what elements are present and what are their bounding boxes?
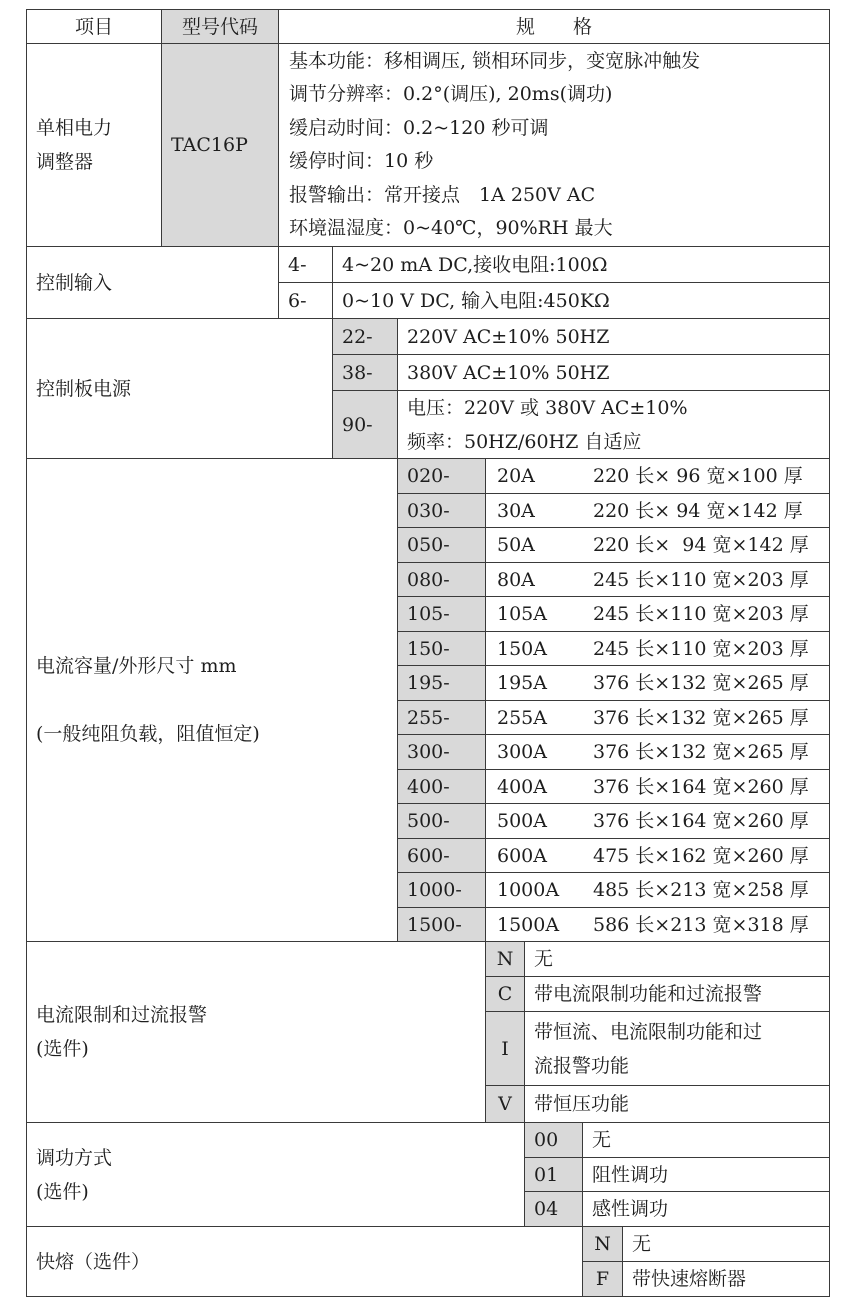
current-limit-label-line-1: 电流限制和过流报警 xyxy=(36,1004,208,1026)
power-mode-label xyxy=(26,1122,525,1227)
board-power-label: 控制板电源 xyxy=(26,318,333,459)
current-code: 1500- xyxy=(397,907,486,942)
power-mode-code: 01 xyxy=(524,1157,583,1192)
board-power-code: 90- xyxy=(332,390,398,459)
current-amps: 1500A xyxy=(497,913,560,936)
header-spec: 规 格 xyxy=(278,9,830,44)
control-input-desc: 0~10 V DC, 输入电阻:450KΩ xyxy=(332,282,830,319)
spec-line-2: 调节分辨率：0.2°(调压), 20ms(调功) xyxy=(289,83,613,105)
spec-line-6: 环境温湿度：0~40℃，90%RH 最大 xyxy=(289,217,613,239)
power-mode-desc: 感性调功 xyxy=(582,1191,830,1227)
control-input-code: 6- xyxy=(278,282,333,319)
current-size: 220 长× 94 宽×142 厚 xyxy=(593,499,803,522)
product-name xyxy=(26,43,162,247)
current-value xyxy=(485,872,830,908)
fuse-desc: 无 xyxy=(622,1226,830,1262)
text-line: 电压：220V 或 380V AC±10% xyxy=(407,396,688,419)
current-code: 195- xyxy=(397,665,486,701)
current-code: 500- xyxy=(397,803,486,839)
header-code: 型号代码 xyxy=(161,9,279,44)
current-size: 586 长×213 宽×318 厚 xyxy=(593,913,809,936)
product-specs xyxy=(278,43,830,247)
current-limit-desc xyxy=(524,976,830,1012)
current-amps: 105A xyxy=(497,603,547,625)
current-limit-desc xyxy=(524,1011,830,1086)
current-code: 1000- xyxy=(397,872,486,908)
current-amps: 500A xyxy=(497,810,547,832)
power-mode-label-line-1: 调功方式 xyxy=(36,1146,113,1169)
header-item: 项目 xyxy=(26,9,162,44)
current-limit-code: N xyxy=(485,941,525,977)
current-value xyxy=(485,527,830,563)
current-amps: 400A xyxy=(497,775,547,798)
board-power-code: 38- xyxy=(332,354,398,391)
current-amps: 50A xyxy=(497,534,535,556)
current-size: 245 长×110 宽×203 厚 xyxy=(593,637,809,660)
text-line: 380V AC±10% 50HZ xyxy=(407,361,610,384)
text-line: 流报警功能 xyxy=(534,1054,630,1077)
spec-line-3: 缓启动时间：0.2~120 秒可调 xyxy=(289,116,549,139)
current-label-line-2: (一般纯阻负载，阻值恒定) xyxy=(36,723,260,745)
current-value xyxy=(485,596,830,632)
current-value xyxy=(485,769,830,804)
board-power-desc xyxy=(397,354,830,391)
current-size: 485 长×213 宽×258 厚 xyxy=(593,879,809,901)
current-code: 300- xyxy=(397,734,486,770)
control-input-code: 4- xyxy=(278,246,333,283)
current-amps: 300A xyxy=(497,741,547,763)
current-limit-desc xyxy=(524,941,830,977)
text-line: 无 xyxy=(534,948,554,970)
current-code: 150- xyxy=(397,631,486,666)
current-value xyxy=(485,803,830,839)
current-code: 400- xyxy=(397,769,486,804)
board-power-desc xyxy=(397,390,830,459)
current-code: 600- xyxy=(397,838,486,873)
board-power-code: 22- xyxy=(332,318,398,355)
current-limit-code: C xyxy=(485,976,525,1012)
current-value xyxy=(485,838,830,873)
current-label-line-1: 电流容量/外形尺寸 mm xyxy=(36,655,237,677)
current-value xyxy=(485,493,830,528)
current-size: 376 长×164 宽×260 厚 xyxy=(593,775,809,798)
current-value xyxy=(485,700,830,735)
current-limit-desc xyxy=(524,1085,830,1123)
current-size: 376 长×132 宽×265 厚 xyxy=(593,741,809,763)
current-size: 245 长×110 宽×203 厚 xyxy=(593,603,809,625)
current-size: 376 长×132 宽×265 厚 xyxy=(593,706,809,729)
current-limit-code: I xyxy=(485,1011,525,1086)
current-limit-label xyxy=(26,941,486,1123)
current-value xyxy=(485,458,830,494)
current-amps: 600A xyxy=(497,844,547,867)
current-code: 105- xyxy=(397,596,486,632)
fuse-code: F xyxy=(582,1261,623,1297)
current-code: 020- xyxy=(397,458,486,494)
current-code: 030- xyxy=(397,493,486,528)
control-input-label: 控制输入 xyxy=(26,246,279,319)
fuse-code: N xyxy=(582,1226,623,1262)
product-code: TAC16P xyxy=(161,43,279,247)
current-size: 475 长×162 宽×260 厚 xyxy=(593,844,809,867)
current-amps: 30A xyxy=(497,499,535,522)
current-amps: 80A xyxy=(497,568,535,591)
text-line: 带恒压功能 xyxy=(534,1093,630,1115)
text-line: 带电流限制功能和过流报警 xyxy=(534,983,763,1005)
text-line: 频率：50HZ/60HZ 自适应 xyxy=(407,430,642,453)
text-line: 调整器 xyxy=(36,151,94,173)
fuse-desc: 带快速熔断器 xyxy=(622,1261,830,1297)
current-code: 255- xyxy=(397,700,486,735)
current-amps: 195A xyxy=(497,672,547,694)
current-size: 376 长×164 宽×260 厚 xyxy=(593,810,809,832)
current-amps: 150A xyxy=(497,637,547,660)
spec-line-1: 基本功能：移相调压, 锁相环同步，变宽脉冲触发 xyxy=(289,49,701,72)
text-line: 单相电力 xyxy=(36,117,113,139)
power-mode-desc: 无 xyxy=(582,1122,830,1158)
current-size: 245 长×110 宽×203 厚 xyxy=(593,568,809,591)
current-label xyxy=(26,458,398,942)
current-amps: 255A xyxy=(497,706,547,729)
current-limit-code: V xyxy=(485,1085,525,1123)
spec-line-5: 报警输出：常开接点 1A 250V AC xyxy=(289,183,596,206)
current-amps: 20A xyxy=(497,465,535,487)
current-code: 050- xyxy=(397,527,486,563)
current-size: 220 长× 94 宽×142 厚 xyxy=(593,534,809,556)
current-size: 376 长×132 宽×265 厚 xyxy=(593,672,809,694)
power-mode-desc: 阻性调功 xyxy=(582,1157,830,1192)
control-input-desc: 4~20 mA DC,接收电阻:100Ω xyxy=(332,246,830,283)
current-value xyxy=(485,907,830,942)
current-value xyxy=(485,631,830,666)
current-value xyxy=(485,665,830,701)
current-value xyxy=(485,562,830,597)
current-limit-label-line-2: (选件) xyxy=(36,1038,89,1060)
text-line: 220V AC±10% 50HZ xyxy=(407,325,610,348)
spec-line-4: 缓停时间：10 秒 xyxy=(289,150,434,172)
text-line: 带恒流、电流限制功能和过 xyxy=(534,1020,763,1043)
power-mode-code: 00 xyxy=(524,1122,583,1158)
board-power-desc xyxy=(397,318,830,355)
current-code: 080- xyxy=(397,562,486,597)
current-value xyxy=(485,734,830,770)
current-amps: 1000A xyxy=(497,879,560,901)
current-size: 220 长× 96 宽×100 厚 xyxy=(593,465,803,487)
power-mode-code: 04 xyxy=(524,1191,583,1227)
fuse-label: 快熔（选件） xyxy=(26,1226,583,1297)
power-mode-label-line-2: (选件) xyxy=(36,1180,89,1203)
